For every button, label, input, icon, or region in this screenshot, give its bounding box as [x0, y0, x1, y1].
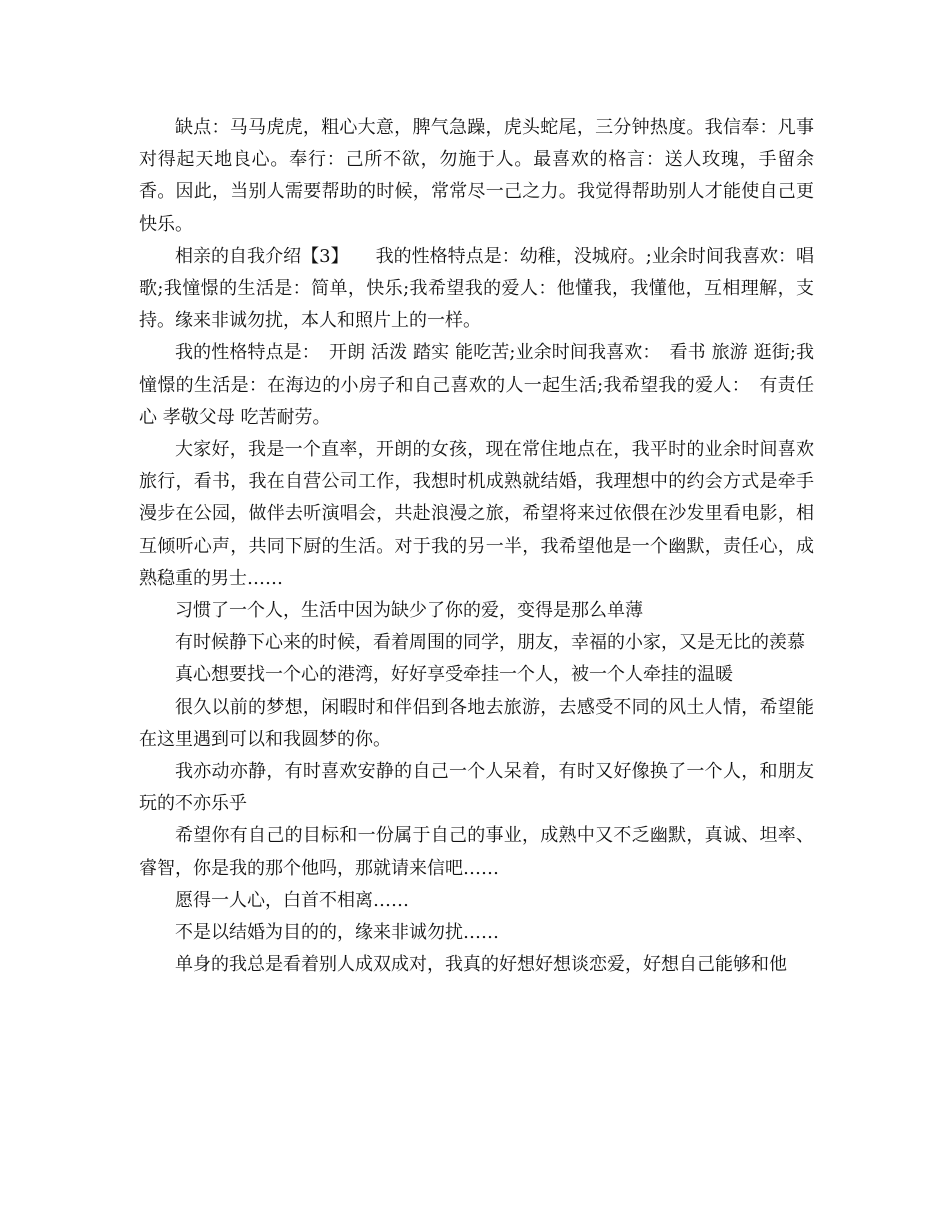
paragraph-used-to-alone: 习惯了一个人，生活中因为缺少了你的爱，变得是那么单薄 [175, 600, 643, 622]
paragraph-personality: 我的性格特点是： 开朗 活泼 踏实 能吃苦;业余时间我喜欢： 看书 旅游 逛街;我憧憬的生活是：在海边的小房子和自己喜欢的人一起生活;我希望我的爱人： 有责任心 孝敬父母 吃苦耐劳。 [139, 342, 814, 428]
paragraph-envy: 有时候静下心来的时候，看着周围的同学，朋友，幸福的小家，又是无比的羡慕 [175, 632, 805, 654]
paragraph-hope: 希望你有自己的目标和一份属于自己的事业，成熟中又不乏幽默，真诚、坦率、睿智，你是我的那个他吗，那就请来信吧…… [139, 825, 814, 879]
document-body [139, 112, 814, 981]
paragraph-single: 单身的我总是看着别人成双成对，我真的好想好想谈恋爱，好想自己能够和他 [175, 954, 787, 976]
paragraph-self-intro-3: 相亲的自我介绍【3】 我的性格特点是：幼稚，没城府。;业余时间我喜欢：唱歌;我憧憬的生活是：简单，快乐;我希望我的爱人：他懂我，我懂他，互相理解，支持。缘来非诚勿扰，本人和照片上的一样。 [139, 245, 814, 332]
paragraph-one-heart: 愿得一人心，白首不相离…… [175, 889, 409, 911]
paragraph-personality-2: 我亦动亦静，有时喜欢安静的自己一个人呆着，有时又好像换了一个人，和朋友玩的不亦乐乎 [139, 761, 814, 815]
paragraph-dream: 很久以前的梦想，闲暇时和伴侣到各地去旅游，去感受不同的风土人情，希望能在这里遇到可以和我圆梦的你。 [139, 696, 814, 750]
paragraph-weaknesses: 缺点：马马虎虎，粗心大意，脾气急躁，虎头蛇尾，三分钟热度。我信奉：凡事对得起天地良心。奉行：己所不欲，勿施于人。最喜欢的格言：送人玫瑰，手留余香。因此，当别人需要帮助的时候，常常尽一己之力。我觉得帮助别人才能使自己更快乐。 [139, 117, 814, 235]
paragraph-not-marriage: 不是以结婚为目的的，缘来非诚勿扰…… [175, 922, 499, 944]
paragraph-harbor: 真心想要找一个心的港湾，好好享受牵挂一个人，被一个人牵挂的温暖 [175, 664, 733, 686]
paragraph-greeting: 大家好，我是一个直率，开朗的女孩，现在常住地点在，我平时的业余时间喜欢旅行，看书，我在自营公司工作，我想时机成熟就结婚，我理想中的约会方式是牵手漫步在公园，做伴去听演唱会，共赴浪漫之旅，希望将来过依偎在沙发里看电影，相互倾听心声，共同下厨的生活。对于我的另一半，我希望他是一个幽默，责任心，成熟稳重的男士…… [139, 439, 814, 589]
